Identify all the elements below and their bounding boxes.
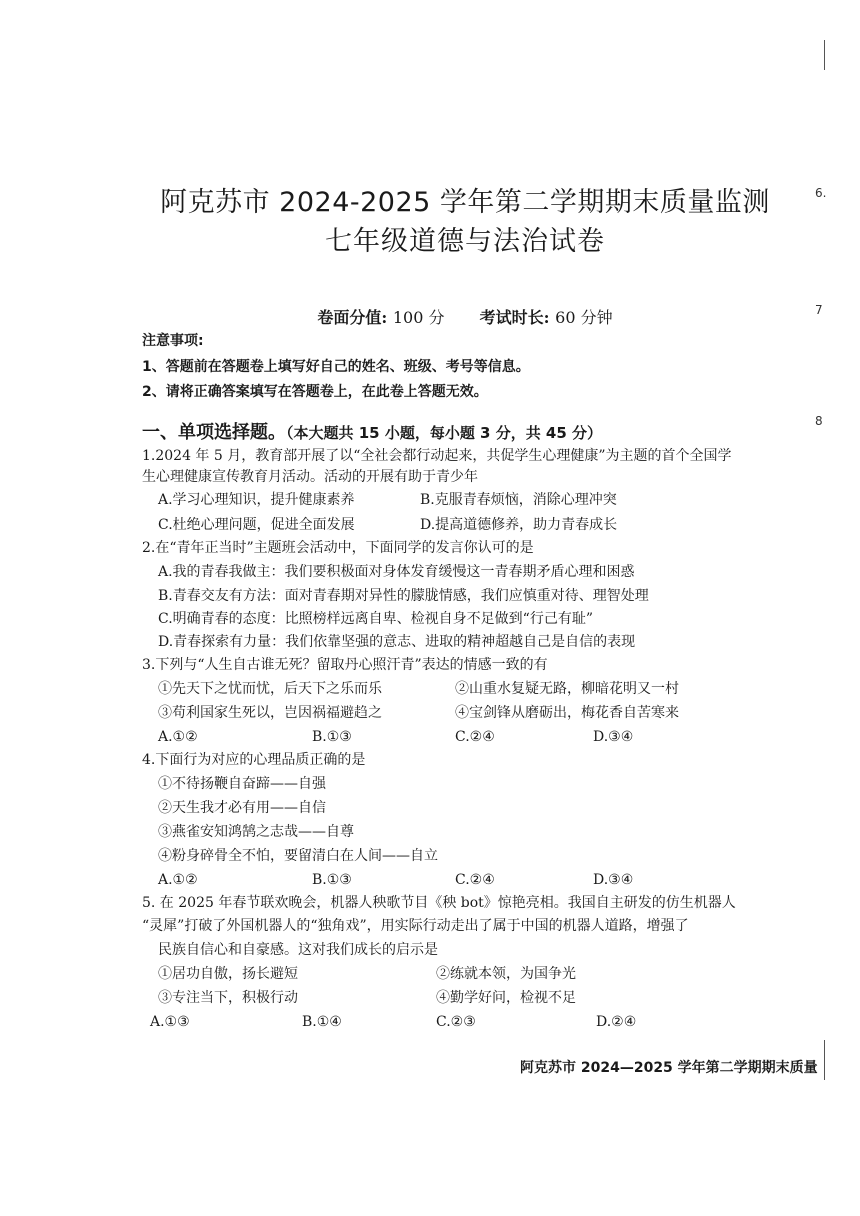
option-b: B.①③ [312, 872, 352, 888]
option-d: D.③④ [593, 872, 634, 888]
score-value: 100 分 [392, 308, 445, 327]
statement-item: ②天生我才必有用——自信 [158, 800, 326, 816]
option-a: A.①③ [150, 1014, 190, 1030]
option-b: B.①③ [312, 729, 352, 745]
option-d: D.青春探索有力量：我们依靠坚强的意志、进取的精神超越自己是自信的表现 [158, 634, 636, 650]
question-1-stem: 生心理健康宣传教育月活动。活动的开展有助于青少年 [142, 469, 478, 485]
option-b: B.克服青春烦恼，消除心理冲突 [420, 492, 617, 508]
statement-item: ①居功自傲，扬长避短 [158, 966, 298, 982]
option-d: D.③④ [593, 729, 634, 745]
exam-title: 阿克苏市 2024-2025 学年第二学期期末质量监测 [160, 187, 770, 218]
notes-heading: 注意事项: [142, 333, 204, 349]
option-c: C.杜绝心理问题，促进全面发展 [158, 517, 355, 533]
question-5-stem: 民族自信心和自豪感。这对我们成长的启示是 [158, 942, 438, 958]
score-label: 卷面分值: [317, 308, 388, 327]
option-c: C.②③ [436, 1014, 476, 1030]
option-c: C.②④ [455, 729, 495, 745]
statement-item: ③苟利国家生死以，岂因祸福避趋之 [158, 705, 382, 721]
option-c: C.②④ [455, 872, 495, 888]
statement-item: ①不待扬鞭自奋蹄——自强 [158, 776, 326, 792]
time-label: 考试时长: [479, 308, 550, 327]
option-b: B.青春交友有方法：面对青春期对异性的朦胧情感，我们应慎重对待、理智处理 [158, 588, 649, 604]
statement-item: ④宝剑锋从磨砺出，梅花香自苦寒来 [455, 705, 679, 721]
question-2-stem: 2.在“青年正当时”主题班会活动中，下面同学的发言你认可的是 [142, 540, 534, 556]
option-a: A.我的青春我做主：我们要积极面对身体发育缓慢这一青春期矛盾心理和困惑 [158, 564, 635, 580]
page-footer: 阿克苏市 2024—2025 学年第二学期期末质量 [520, 1060, 818, 1076]
time-value: 60 分钟 [555, 308, 613, 327]
margin-mark: 8 [815, 414, 823, 428]
margin-mark: 7 [815, 303, 823, 317]
option-c: C.明确青春的态度：比照榜样远离自卑、检视自身不足做到“行己有耻” [158, 611, 593, 627]
note-item: 1、答题前在答题卷上填写好自己的姓名、班级、考号等信息。 [142, 359, 530, 375]
question-1-stem: 1.2024 年 5 月，教育部开展了以“全社会都行动起来，共促学生心理健康”为主题的首个全国学 [142, 448, 732, 464]
statement-item: ③燕雀安知鸿鹄之志哉——自尊 [158, 824, 354, 840]
question-4-stem: 4.下面行为对应的心理品质正确的是 [142, 752, 366, 768]
option-d: D.提高道德修养，助力青春成长 [420, 517, 618, 533]
option-b: B.①④ [302, 1014, 342, 1030]
statement-item: ③专注当下，积极行动 [158, 990, 298, 1006]
section-title: 一、单项选择题。 [142, 422, 286, 443]
option-a: A.学习心理知识，提升健康素养 [158, 492, 355, 508]
question-5-stem: 5. 在 2025 年春节联欢晚会，机器人秧歌节目《秧 bot》惊艳亮相。我国自主研发的仿生机器人 [142, 895, 736, 911]
statement-item: ②山重水复疑无路，柳暗花明又一村 [455, 681, 679, 697]
question-5-stem: “灵犀”打破了外国机器人的“独角戏”，用实际行动走出了属于中国的机器人道路，增强了 [142, 918, 689, 934]
exam-meta [0, 305, 860, 328]
statement-item: ④勤学好问，检视不足 [436, 990, 576, 1006]
statement-item: ②练就本领，为国争光 [436, 966, 576, 982]
option-a: A.①② [158, 872, 198, 888]
option-a: A.①② [158, 729, 198, 745]
statement-item: ④粉身碎骨全不怕，要留清白在人间——自立 [158, 848, 438, 864]
scan-edge-line [824, 40, 825, 70]
exam-subtitle: 七年级道德与法治试卷 [325, 226, 605, 257]
section-heading [142, 418, 602, 444]
statement-item: ①先天下之忧而忧，后天下之乐而乐 [158, 681, 382, 697]
note-item: 2、请将正确答案填写在答题卷上，在此卷上答题无效。 [142, 384, 488, 400]
margin-mark: 6. [815, 186, 827, 200]
scan-edge-line [824, 1040, 825, 1080]
question-3-stem: 3.下列与“人生自古谁无死？留取丹心照汗青”表达的情感一致的有 [142, 657, 548, 673]
section-subtitle: （本大题共 15 小题，每小题 3 分，共 45 分） [286, 424, 603, 442]
option-d: D.②④ [596, 1014, 637, 1030]
